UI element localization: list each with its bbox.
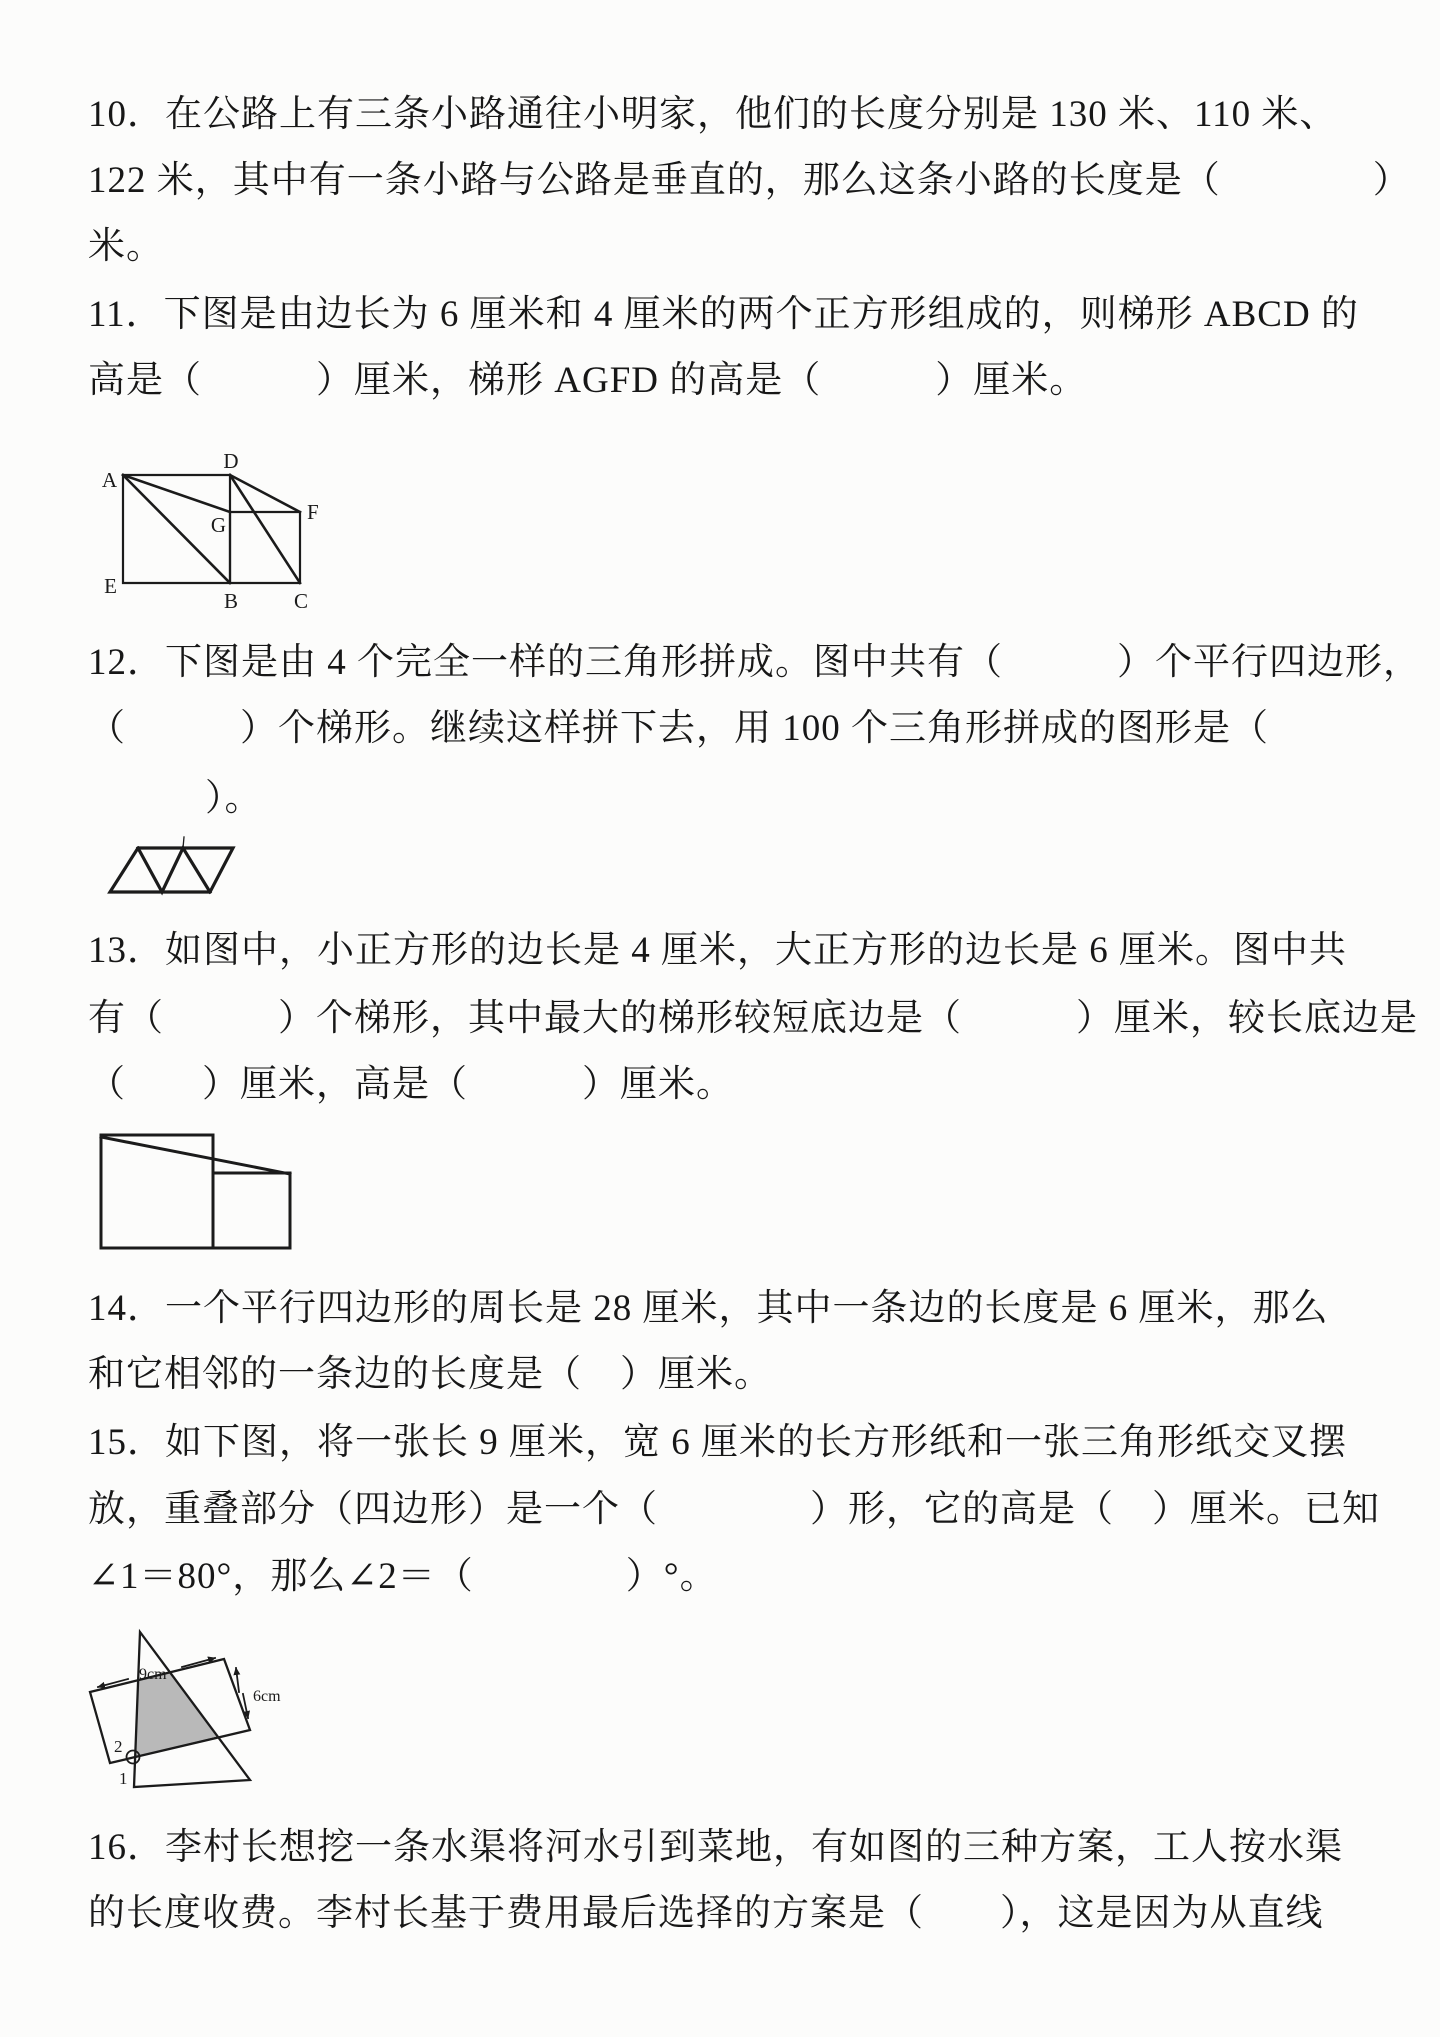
- fig15-label-angle1: 1: [119, 1769, 128, 1788]
- q15-line-3: ∠1＝80°，那么∠2＝（ ）°。: [88, 1556, 718, 1597]
- figure-q11-two-squares: [80, 444, 330, 620]
- fig11-label-g: G: [210, 513, 226, 537]
- q15-line-2: 放，重叠部分（四边形）是一个（ ）形，它的高是（ ）厘米。已知: [88, 1489, 1380, 1530]
- q13-line-1: 13．如图中，小正方形的边长是 4 厘米，大正方形的边长是 6 厘米。图中共: [88, 930, 1347, 971]
- q11-line-1: 11．下图是由边长为 6 厘米和 4 厘米的两个正方形组成的，则梯形 ABCD 的: [88, 294, 1359, 335]
- fig15-overlap-region: [135, 1672, 218, 1757]
- q16-line-2: 的长度收费。李村长基于费用最后选择的方案是（ ），这是因为从直线: [88, 1893, 1324, 1934]
- fig11-label-c: C: [293, 589, 309, 613]
- fig15-label-9cm: 9cm: [139, 1666, 167, 1683]
- q14-line-1: 14．一个平行四边形的周长是 28 厘米，其中一条边的长度是 6 厘米，那么: [88, 1288, 1329, 1329]
- q12-line-2: （ ）个梯形。继续这样拼下去，用 100 个三角形拼成的图形是（: [88, 708, 1269, 749]
- fig11-label-e: E: [104, 574, 117, 598]
- fig15-label-angle2: 2: [114, 1737, 123, 1756]
- q10-line-1: 10．在公路上有三条小路通往小明家，他们的长度分别是 130 米、110 米、: [88, 94, 1338, 135]
- fig11-label-b: B: [223, 589, 239, 613]
- fig11-label-f: F: [307, 500, 319, 524]
- figure-q13-two-squares: [95, 1124, 305, 1260]
- q10-line-3: 米。: [88, 226, 164, 267]
- q11-line-2: 高是（ ）厘米，梯形 AGFD 的高是（ ）厘米。: [88, 360, 1088, 401]
- q16-line-1: 16．李村长想挖一条水渠将河水引到菜地，有如图的三种方案，工人按水渠: [88, 1827, 1343, 1868]
- q15-line-1: 15．如下图，将一张长 9 厘米，宽 6 厘米的长方形纸和一张三角形纸交叉摆: [88, 1422, 1347, 1463]
- q12-line-1: 12．下图是由 4 个完全一样的三角形拼成。图中共有（ ）个平行四边形，: [88, 642, 1421, 683]
- q12-line-3: ）。: [205, 778, 263, 819]
- fig11-label-a: A: [101, 468, 117, 492]
- figure-q12-triangle-strip: [98, 826, 248, 902]
- figure-q15-rect-triangle-overlap: [75, 1620, 290, 1805]
- q13-line-2: 有（ ）个梯形，其中最大的梯形较短底边是（ ）厘米，较长底边是: [88, 998, 1418, 1039]
- q10-line-2: 122 米，其中有一条小路与公路是垂直的，那么这条小路的长度是（ ）: [88, 160, 1411, 201]
- q13-line-3: （ ）厘米，高是（ ）厘米。: [88, 1064, 734, 1105]
- fig11-label-d: D: [223, 449, 239, 473]
- q14-line-2: 和它相邻的一条边的长度是（ ）厘米。: [88, 1354, 772, 1395]
- fig15-label-6cm: 6cm: [253, 1688, 281, 1705]
